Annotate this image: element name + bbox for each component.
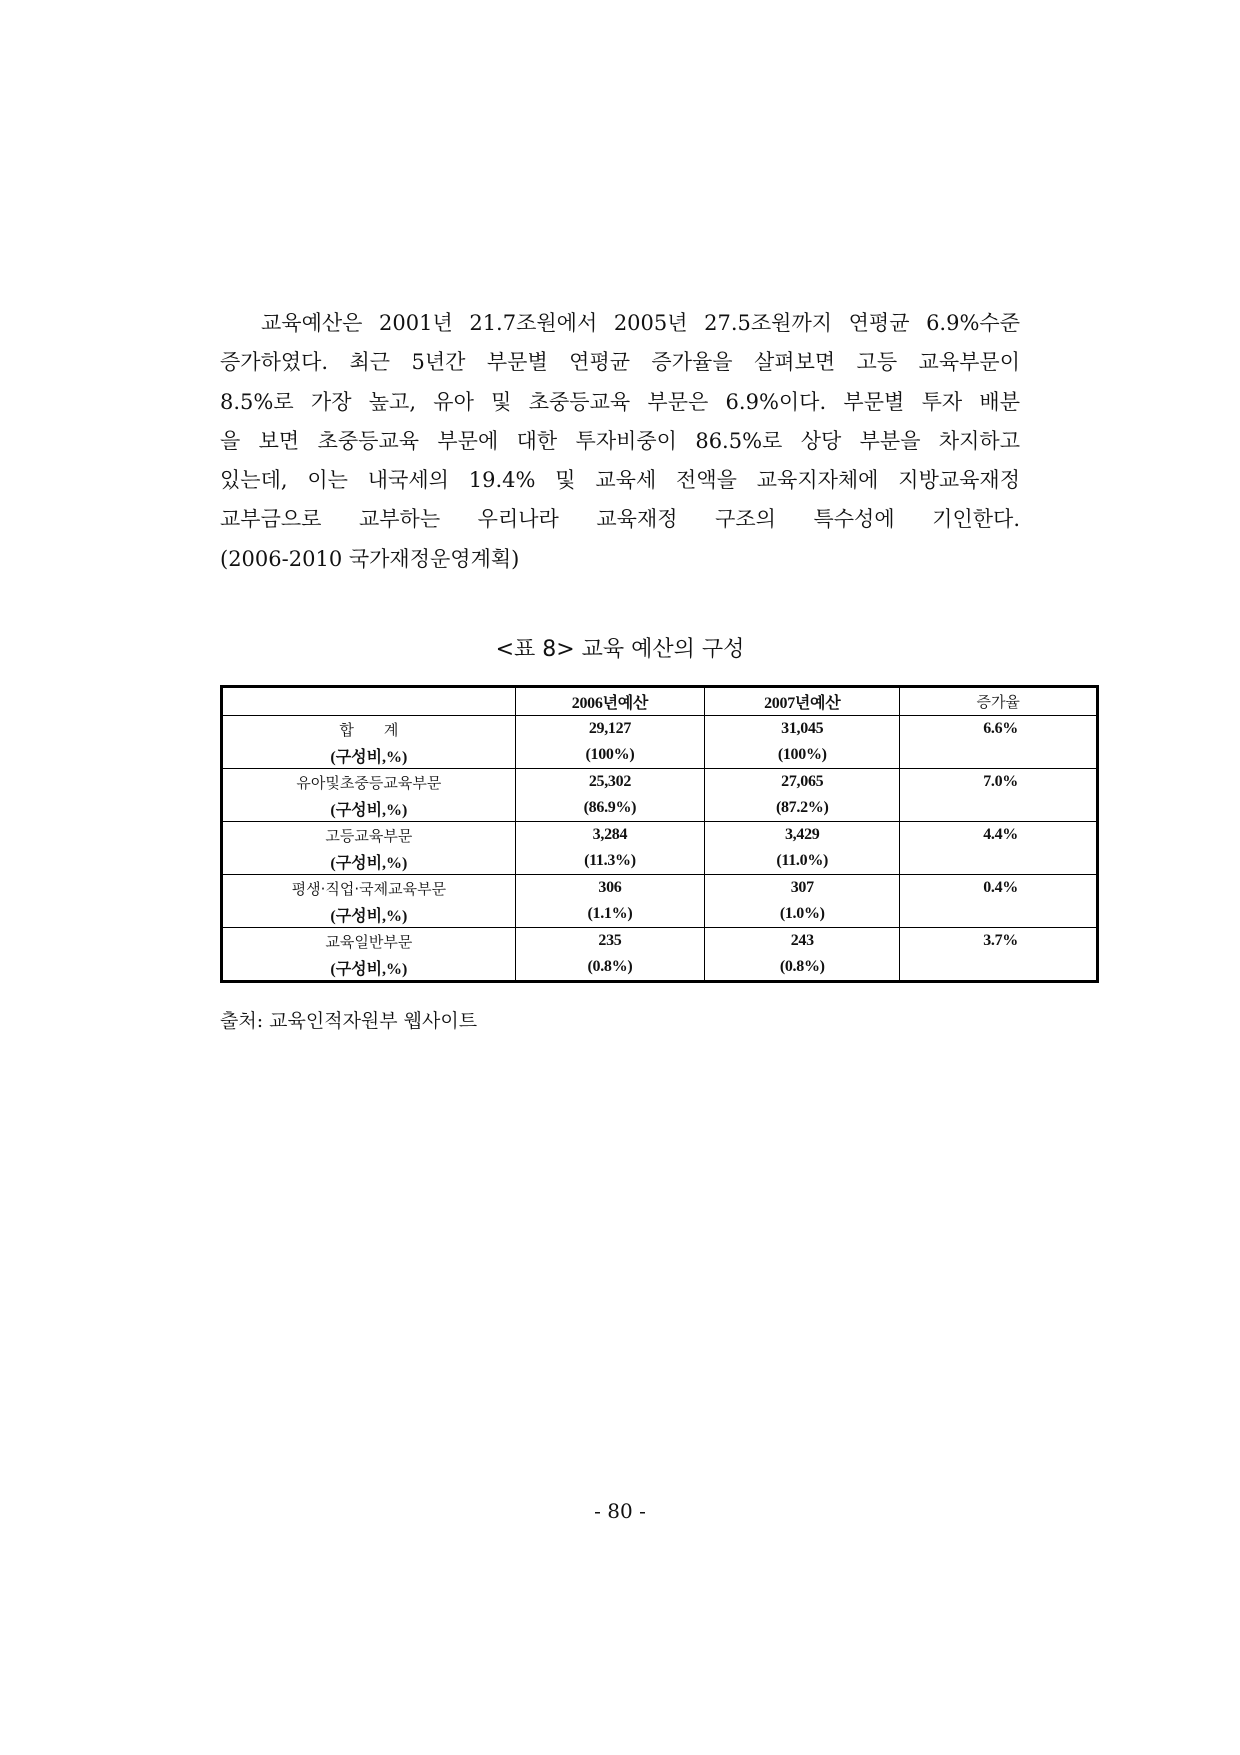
value-2007: 27,065	[705, 769, 900, 796]
row-label: 고등교육부문	[325, 826, 413, 845]
paragraph-line: 있는데, 이는 내국세의 19.4% 및 교육세 전액을 교육지자체에 지방교육재정	[220, 468, 1020, 493]
share-2007: (11.0%)	[705, 848, 900, 875]
paragraph-line: 교육예산은 2001년 21.7조원에서 2005년 27.5조원까지 연평균 6.9%수준	[261, 311, 1020, 335]
table-row	[222, 822, 1098, 849]
table-header-row	[222, 687, 1098, 716]
row-sub-label: (구성비,%)	[222, 742, 516, 769]
row-sub-label: (구성비,%)	[222, 848, 516, 875]
row-sub-label: (구성비,%)	[222, 795, 516, 822]
growth-rate: 6.6%	[900, 716, 1098, 743]
row-sub-label: (구성비,%)	[330, 960, 408, 978]
header-cell: 2007년예산	[705, 687, 900, 716]
paragraph-line: 교부금으로 교부하는 우리나라 교육재정 구조의 특수성에 기인한다.	[220, 507, 1020, 532]
paragraph-line: 8.5%로 가장 높고, 유아 및 초중등교육 부문은 6.9%이다. 부문별 투자 배분	[220, 389, 1020, 414]
header-cell	[222, 687, 516, 716]
table-row-share	[222, 954, 1098, 982]
body-paragraph	[220, 304, 1020, 579]
growth-rate: 4.4%	[900, 822, 1098, 849]
paragraph-line: 증가하였다. 최근 5년간 부문별 연평균 증가율을 살펴보면 고등 교육부문이	[220, 350, 1020, 375]
share-2007: (87.2%)	[705, 795, 900, 822]
table-row	[222, 928, 1098, 955]
table-row	[222, 875, 1098, 902]
value-2007: 31,045	[705, 716, 900, 743]
row-sub-label: (구성비,%)	[222, 901, 516, 928]
row-label: 평생·직업·국제교육부문	[291, 879, 447, 898]
growth-rate: 3.7%	[900, 928, 1098, 955]
share-2006: (1.1%)	[515, 901, 704, 928]
empty-cell	[900, 742, 1098, 769]
source-note: 출처: 교육인적자원부 웹사이트	[220, 1010, 478, 1032]
table-row-share	[222, 848, 1098, 875]
empty-cell	[900, 901, 1098, 928]
value-2006: 3,284	[515, 822, 704, 849]
paragraph-line: (2006-2010 국가재정운영계획)	[220, 546, 520, 571]
value-2006: 25,302	[515, 769, 704, 796]
table-row	[222, 769, 1098, 796]
share-2006: (0.8%)	[515, 954, 704, 982]
header-cell: 2006년예산	[515, 687, 704, 716]
value-2006: 29,127	[515, 716, 704, 743]
empty-cell	[900, 795, 1098, 822]
table-row	[222, 716, 1098, 743]
share-2006: (86.9%)	[515, 795, 704, 822]
row-label: 교육일반부문	[325, 932, 413, 951]
table-row-share	[222, 795, 1098, 822]
value-2007: 3,429	[705, 822, 900, 849]
share-2007: (0.8%)	[705, 954, 900, 982]
value-2006: 235	[515, 928, 704, 955]
paragraph-line: 을 보면 초중등교육 부문에 대한 투자비중이 86.5%로 상당 부분을 차지하고	[220, 428, 1020, 453]
empty-cell	[900, 954, 1098, 982]
table-caption: <표 8> 교육 예산의 구성	[495, 637, 745, 662]
growth-rate: 7.0%	[900, 769, 1098, 796]
header-cell: 증가율	[900, 687, 1098, 716]
empty-cell	[900, 848, 1098, 875]
growth-rate: 0.4%	[900, 875, 1098, 902]
share-2007: (1.0%)	[705, 901, 900, 928]
row-label: 합 계	[339, 720, 399, 739]
share-2006: (11.3%)	[515, 848, 704, 875]
budget-table	[220, 685, 1099, 983]
value-2006: 306	[515, 875, 704, 902]
table-row-share	[222, 742, 1098, 769]
page-number: - 80 -	[594, 1499, 646, 1523]
table-row-share	[222, 901, 1098, 928]
value-2007: 243	[705, 928, 900, 955]
row-label: 유아및초중등교육부문	[296, 773, 442, 792]
value-2007: 307	[705, 875, 900, 902]
share-2007: (100%)	[705, 742, 900, 769]
share-2006: (100%)	[515, 742, 704, 769]
